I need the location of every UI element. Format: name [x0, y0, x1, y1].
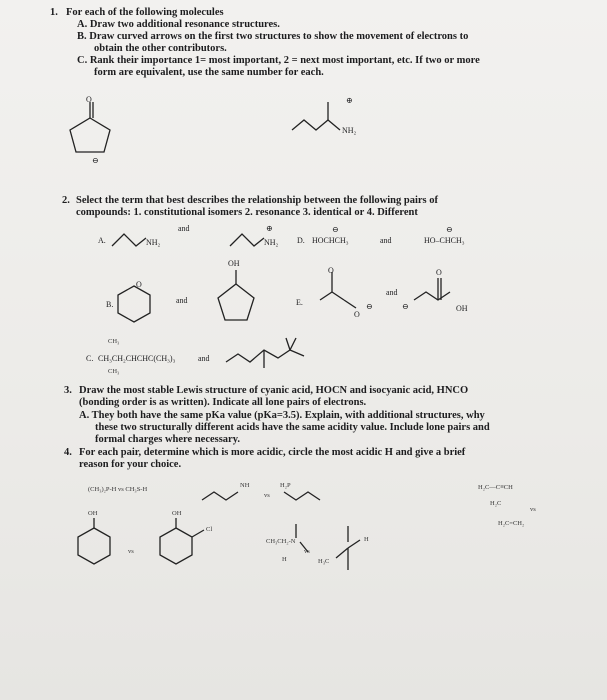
q2a-right-nh2: NH₂	[264, 238, 279, 247]
q1-part-c-line2: form are equivalent, use the same number for each.	[94, 67, 324, 78]
q4-pair2-h2p: H₂P	[280, 482, 291, 489]
q4-ch3ch2n: CH₃CH₂-N	[266, 538, 296, 545]
q3-part-a-line1: A. They both have the same pKa value (pKa=3.5). Explain, with additional structures, why	[79, 410, 485, 421]
q4-amine-bonds	[280, 520, 320, 560]
q1-minus-charge: ⊖	[92, 156, 99, 165]
q2a-left-nh2: NH₂	[146, 238, 161, 247]
q2c-label: C.	[86, 354, 94, 363]
q3-line2: (bonding order is as written). Indicate all lone pairs of electrons.	[79, 397, 367, 408]
q2c-and: and	[198, 354, 210, 363]
q4-h3c: H₃C	[318, 558, 330, 565]
q2c-formula: CH₃CH₂CHCHC(CH₃)₃	[98, 354, 176, 363]
q2e-right-structure	[412, 268, 482, 318]
q4-alkene: H₂C=CH₂	[498, 520, 525, 527]
q1-nh2-label: NH₂	[342, 126, 357, 135]
q1-intro: For each of the following molecules	[66, 7, 224, 18]
q1-plus-charge: ⊕	[346, 96, 353, 105]
q1-part-c-line1: C. Rank their importance 1= most important, 2 = next most important, etc. If two or more	[77, 55, 480, 66]
q2a-and: and	[178, 224, 190, 233]
q2d-label: D.	[297, 236, 305, 245]
q2e-and: and	[386, 288, 398, 297]
q2a-plus: ⊕	[266, 224, 273, 233]
q4-amine-h: H	[282, 556, 287, 563]
q2a-right-structure	[228, 226, 288, 252]
q3-part-a-line2: these two structurally different acids have the same acidity value. Include lone pairs and	[95, 422, 490, 433]
q2e-right-oxygen: O	[436, 268, 442, 277]
q1-oxygen-label: O	[86, 95, 92, 104]
q4-pair2-nh: NH	[240, 482, 250, 489]
q4-alkyne: H₂C—C≡CH	[478, 484, 513, 491]
q3-line1: Draw the most stable Lewis structure of cyanic acid, HOCN and isocyanic acid, HNCO	[79, 385, 469, 396]
q2d-right-minus: ⊖	[446, 225, 453, 234]
q2b-and: and	[176, 296, 188, 305]
q4-hc: H₂C	[490, 500, 502, 507]
q2b-label: B.	[106, 300, 114, 309]
q4-chlorophenol-oh: OH	[172, 510, 182, 517]
q2-line2: compounds: 1. constitutional isomers 2. resonance 3. identical or 4. Different	[76, 207, 418, 218]
q1-part-b-line1: B. Draw curved arrows on the first two structures to show the movement of electrons to	[77, 31, 469, 42]
q3-number: 3.	[64, 385, 72, 396]
q2d-left-formula: HOCHCH₃	[312, 236, 349, 245]
q2a-left-structure	[110, 226, 170, 252]
q4-line2: reason for your choice.	[79, 459, 182, 470]
q2c-ch3-top: CH₃	[108, 338, 120, 345]
q4-amine-vs: vs	[304, 548, 310, 555]
q4-phenol-ring	[72, 518, 132, 578]
q1-allyl-ammonium	[290, 100, 370, 140]
q4-cl: Cl	[206, 526, 213, 533]
q2e-oh: OH	[456, 304, 468, 313]
q2e-left-minus: ⊖	[366, 302, 373, 311]
q2-line1: Select the term that best describes the relationship between the following pairs of	[76, 195, 439, 206]
q2d-right-formula: HO–CHCH₃	[424, 236, 465, 245]
q2e-oxygen-top: O	[328, 266, 334, 275]
q4-line1: For each pair, determine which is more acidic, circle the most acidic H and give a brief	[79, 447, 466, 458]
q4-phenol-vs: vs	[128, 548, 134, 555]
q2e-oxygen-bottom: O	[354, 310, 360, 319]
q2d-and: and	[380, 236, 392, 245]
q4-pair-vs: vs	[530, 506, 536, 513]
q2e-right-minus: ⊖	[402, 302, 409, 311]
q2b-right-ring	[210, 268, 270, 334]
q2d-minus: ⊖	[332, 225, 339, 234]
q3-part-a-line3: formal charges where necessary.	[95, 434, 241, 445]
q4-pair2-vs: vs	[264, 492, 270, 499]
q2c-skeletal-structure	[224, 336, 324, 376]
q2a-label: A.	[98, 236, 106, 245]
q2-number: 2.	[62, 195, 70, 206]
q4-pair1: (CH₃)₂P-H vs CH₃S-H	[88, 486, 148, 493]
q4-phenol-oh: OH	[88, 510, 98, 517]
q4-amine2-structure	[328, 520, 378, 580]
q2c-ch3-bottom: CH₃	[108, 368, 120, 375]
q1-part-b-line2: obtain the other contributors.	[94, 43, 227, 54]
q4-amine2-h: H	[364, 536, 369, 543]
q2b-oxygen: O	[136, 280, 142, 289]
q2e-label: E.	[296, 298, 303, 307]
q2b-oh: OH	[228, 259, 240, 268]
q1-number: 1.	[50, 7, 58, 18]
q4-number: 4.	[64, 447, 72, 458]
q1-part-a: A. Draw two additional resonance structures.	[77, 19, 280, 30]
